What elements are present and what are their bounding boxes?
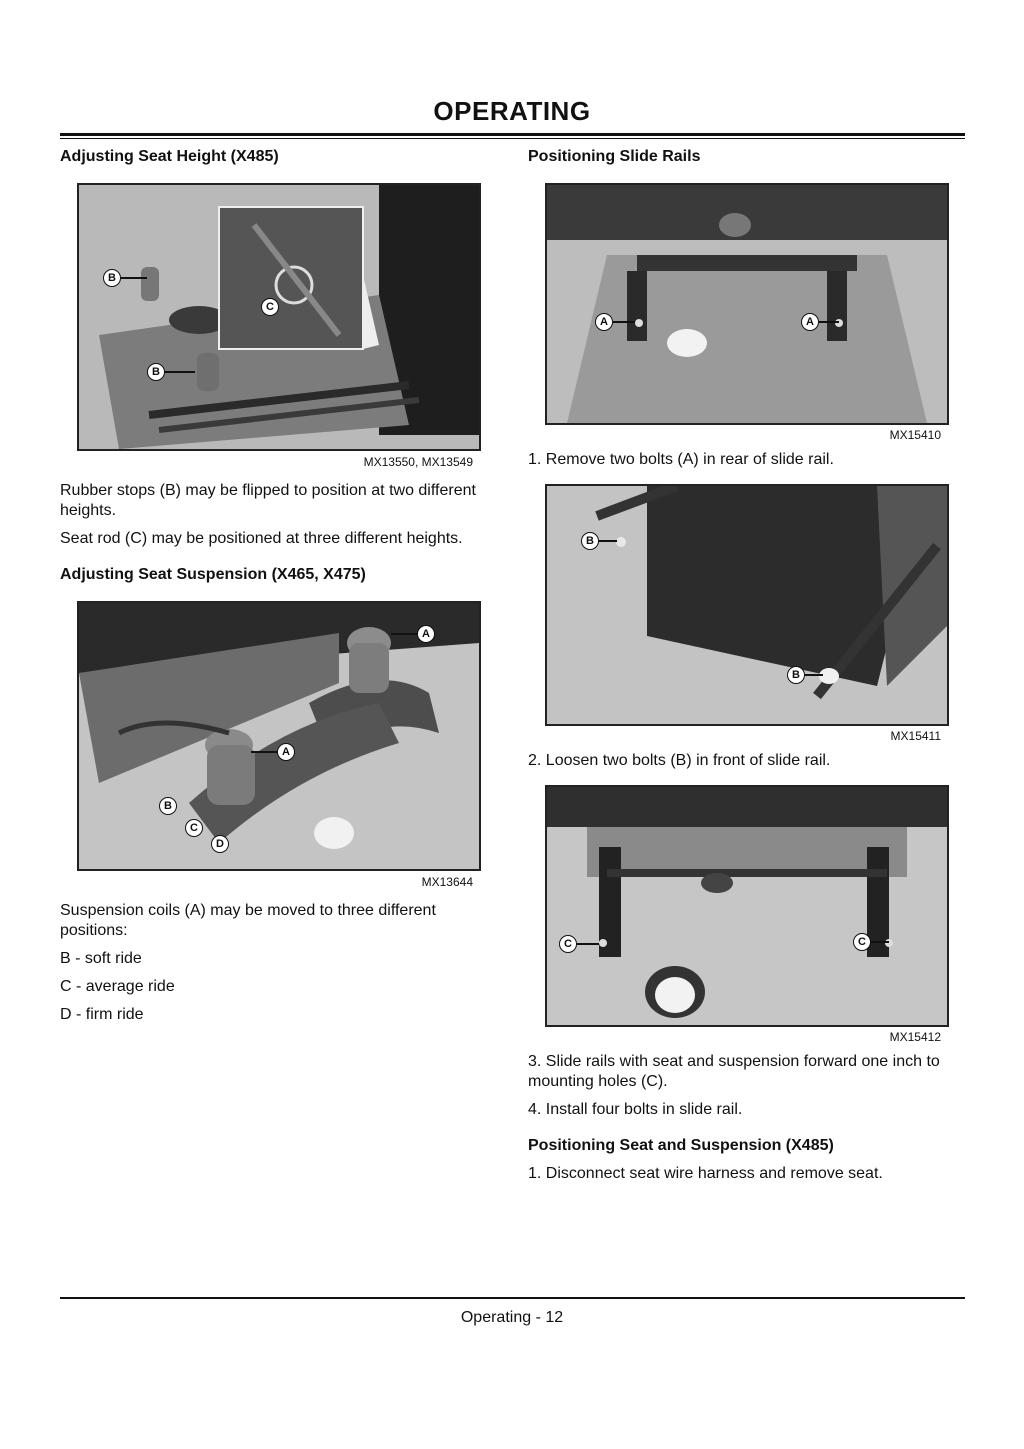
callout-a-upper: A <box>417 625 435 643</box>
section-heading-seat-height: Adjusting Seat Height (X485) <box>60 148 279 165</box>
callout-a-right: A <box>801 313 819 331</box>
header-rule-thick <box>60 133 965 136</box>
section-heading-seat-suspension: Positioning Seat and Suspension (X485) <box>528 1137 834 1154</box>
slide-rail-illustration-3 <box>547 787 947 1025</box>
callout-c-left: C <box>559 935 577 953</box>
leader-line <box>613 321 635 323</box>
step-loosen-bolts: 2. Loosen two bolts (B) in front of slide rail. <box>528 752 831 769</box>
callout-c-right: C <box>853 933 871 951</box>
page-number: Operating - 12 <box>460 1309 564 1326</box>
right-column <box>528 147 968 1184</box>
figure-caption-suspension: MX13644 <box>421 875 473 889</box>
step-remove-bolts: 1. Remove two bolts (A) in rear of slide rail. <box>528 451 834 468</box>
callout-b-lower: B <box>787 666 805 684</box>
slide-rail-photo-2 <box>545 484 949 726</box>
paragraph-seat-rod: Seat rod (C) may be positioned at three different heights. <box>60 530 463 547</box>
callout-a-left: A <box>595 313 613 331</box>
slide-rail-illustration-2 <box>547 486 947 724</box>
step-disconnect-harness: 1. Disconnect seat wire harness and remove seat. <box>528 1165 883 1182</box>
leader-line <box>819 321 839 323</box>
leader-line <box>391 633 417 635</box>
callout-d: D <box>211 835 229 853</box>
step-install-bolts: 4. Install four bolts in slide rail. <box>528 1101 743 1118</box>
leader-line <box>871 941 889 943</box>
leader-line <box>599 540 617 542</box>
slide-rail-illustration-1 <box>547 185 947 423</box>
leader-line <box>805 674 823 676</box>
leader-line <box>165 371 195 373</box>
callout-c: C <box>261 298 279 316</box>
callout-c: C <box>185 819 203 837</box>
left-column <box>60 147 500 1025</box>
figure-caption-seat-height: MX13550, MX13549 <box>363 455 473 469</box>
seat-height-photo <box>77 183 481 451</box>
figure-caption-slide-rail-2: MX15411 <box>890 729 941 743</box>
option-firm-ride: D - firm ride <box>60 1006 144 1023</box>
header-rule-thin <box>60 138 965 139</box>
suspension-photo <box>77 601 481 871</box>
figure-caption-slide-rail-1: MX15410 <box>889 428 941 442</box>
slide-rail-photo-3 <box>545 785 949 1027</box>
callout-a-lower: A <box>277 743 295 761</box>
callout-b: B <box>159 797 177 815</box>
slide-rail-photo-1 <box>545 183 949 425</box>
leader-line <box>251 751 277 753</box>
callout-b-upper: B <box>581 532 599 550</box>
option-average-ride: C - average ride <box>60 978 175 995</box>
figure-caption-slide-rail-3: MX15412 <box>889 1030 941 1044</box>
section-heading-slide-rails: Positioning Slide Rails <box>528 148 701 165</box>
step-slide-rails-forward: 3. Slide rails with seat and suspension forward one inch to mounting holes (C). <box>528 1053 940 1090</box>
callout-b-lower: B <box>147 363 165 381</box>
footer-rule <box>60 1297 965 1299</box>
paragraph-suspension-coils: Suspension coils (A) may be moved to three different positions: <box>60 902 436 939</box>
leader-line <box>121 277 147 279</box>
option-soft-ride: B - soft ride <box>60 950 142 967</box>
section-heading-suspension: Adjusting Seat Suspension (X465, X475) <box>60 566 366 583</box>
leader-line <box>577 943 599 945</box>
suspension-illustration <box>79 603 479 869</box>
callout-b-upper: B <box>103 269 121 287</box>
seat-height-illustration <box>79 185 479 449</box>
paragraph-rubber-stops: Rubber stops (B) may be flipped to position at two different heights. <box>60 482 476 519</box>
page-title: OPERATING <box>433 96 591 126</box>
